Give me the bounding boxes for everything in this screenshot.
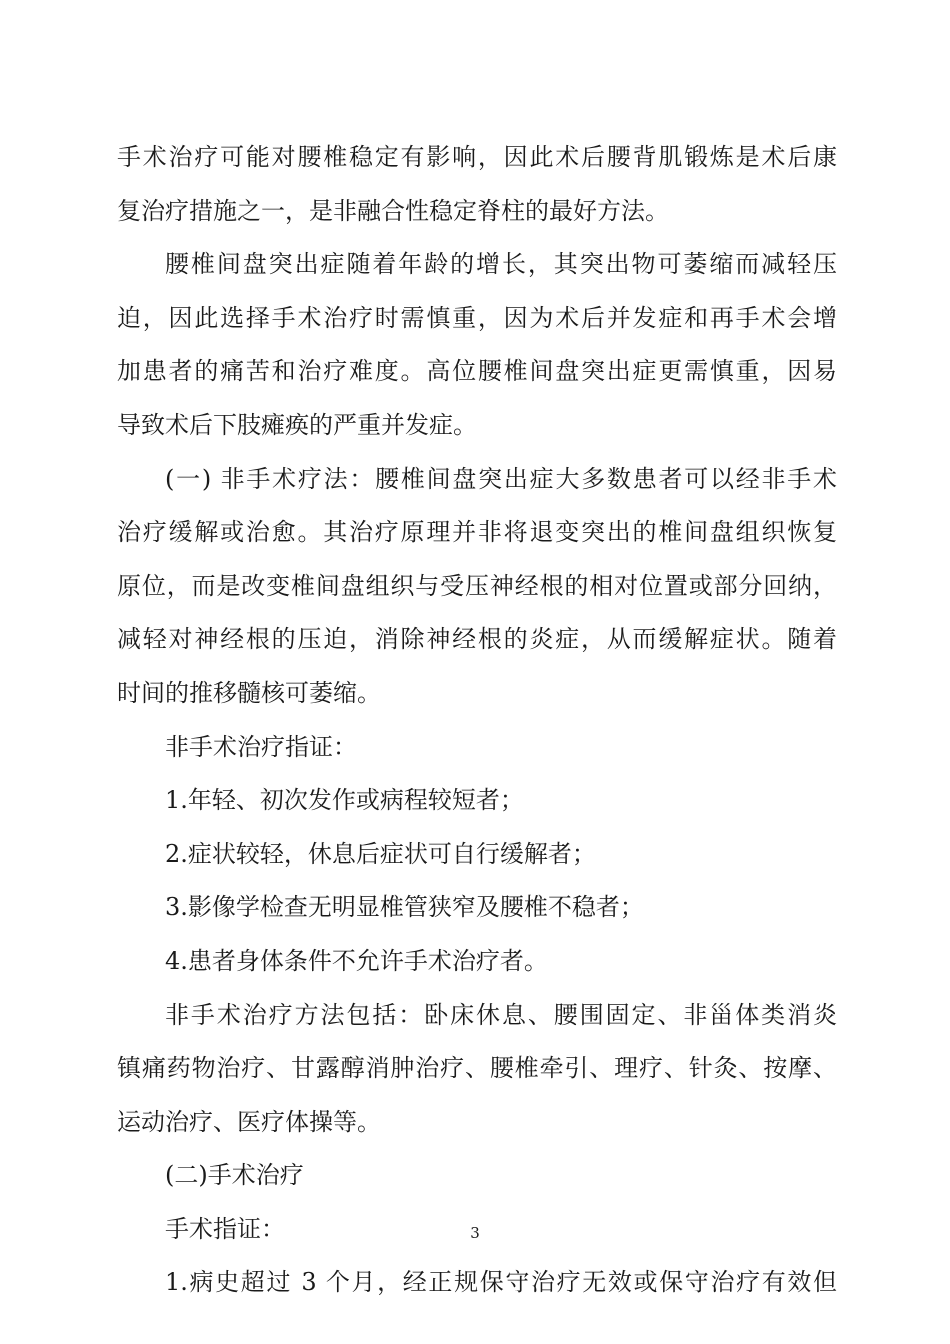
text-line: 非手术治疗方法包括：卧床休息、腰围固定、非甾体类消炎 <box>165 1000 837 1029</box>
text-line: 手术指证： <box>165 1214 285 1243</box>
text-line: 复治疗措施之一，是非融合性稳定脊柱的最好方法。 <box>117 196 669 225</box>
text-line: (一) 非手术疗法：腰椎间盘突出症大多数患者可以经非手术 <box>165 464 837 493</box>
text-line: 腰椎间盘突出症随着年龄的增长，其突出物可萎缩而减轻压 <box>165 250 837 279</box>
list-item: 4.患者身体条件不允许手术治疗者。 <box>165 946 548 975</box>
text-line: 运动治疗、医疗体操等。 <box>117 1107 381 1136</box>
page-number: 3 <box>470 1224 480 1242</box>
text-line: 时间的推移髓核可萎缩。 <box>117 678 381 707</box>
list-item: 1.病史超过 3 个月，经正规保守治疗无效或保守治疗有效但 <box>165 1268 837 1297</box>
text-line: 减轻对神经根的压迫，消除神经根的炎症，从而缓解症状。随着 <box>117 625 837 654</box>
list-item: 3.影像学检查无明显椎管狭窄及腰椎不稳者； <box>165 893 644 922</box>
text-line: 加患者的痛苦和治疗难度。高位腰椎间盘突出症更需慎重，因易 <box>117 357 837 386</box>
text-line: 手术治疗可能对腰椎稳定有影响，因此术后腰背肌锻炼是术后康 <box>117 143 837 171</box>
text-line: 非手术治疗指证： <box>165 732 357 761</box>
text-line: 镇痛药物治疗、甘露醇消肿治疗、腰椎牵引、理疗、针灸、按摩、 <box>117 1054 837 1083</box>
text-line: 原位，而是改变椎间盘组织与受压神经根的相对位置或部分回纳， <box>117 571 837 600</box>
text-line: 导致术后下肢瘫痪的严重并发症。 <box>117 410 477 439</box>
section-heading: (二)手术治疗 <box>165 1161 304 1190</box>
text-line: 治疗缓解或治愈。其治疗原理并非将退变突出的椎间盘组织恢复 <box>117 518 837 547</box>
body-text <box>117 131 837 1310</box>
text-line: 迫，因此选择手术治疗时需慎重，因为术后并发症和再手术会增 <box>117 303 837 332</box>
list-item: 2.症状较轻，休息后症状可自行缓解者； <box>165 839 596 868</box>
list-item: 1.年轻、初次发作或病程较短者； <box>165 786 524 815</box>
